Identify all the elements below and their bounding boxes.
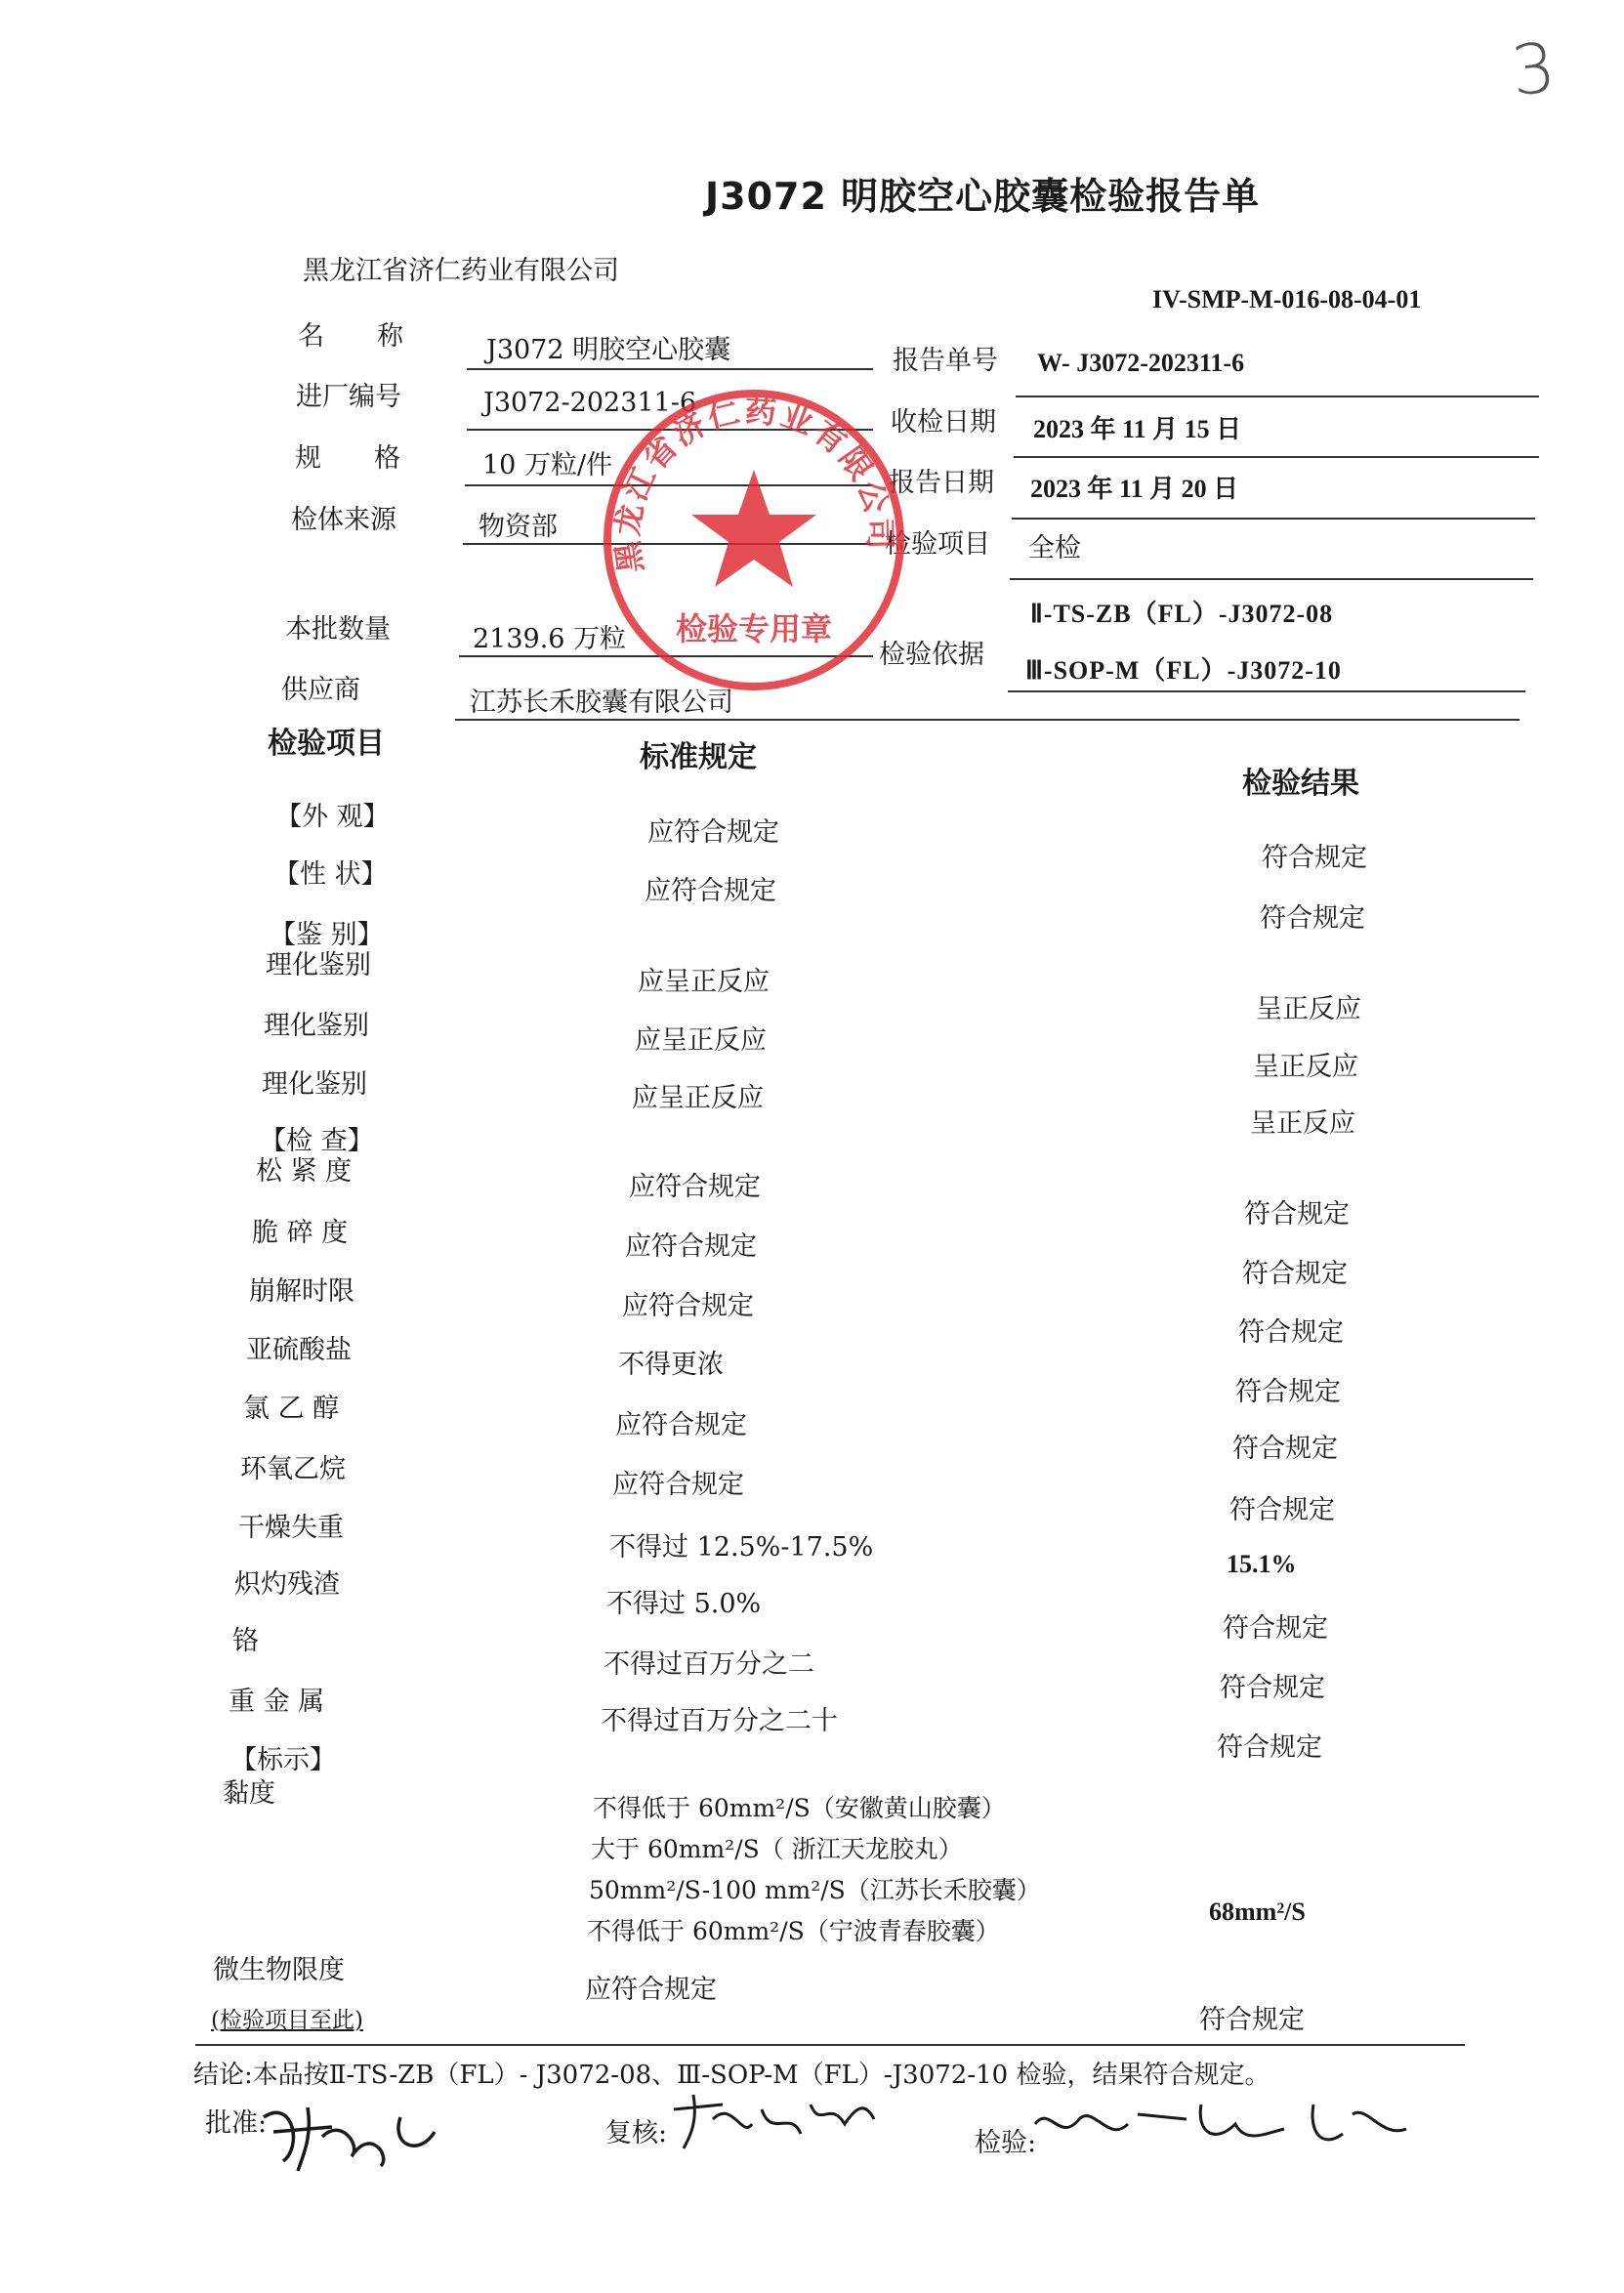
row-standard: 不得过百万分之二十 — [601, 1706, 838, 1736]
inspection-seal — [598, 384, 910, 696]
row-result: 符合规定 — [1260, 903, 1365, 934]
report-date-underline — [1012, 518, 1535, 520]
svg-text:检验专用章: 检验专用章 — [675, 610, 833, 647]
supplier-label: 供应商 — [281, 675, 360, 705]
inspect-signature — [1030, 2085, 1421, 2163]
viscosity-standard-line: 50mm²/S-100 mm²/S（江苏长禾胶囊） — [589, 1876, 1041, 1904]
page-number: 3 — [1507, 26, 1560, 112]
receive-value: 2023 年 11 月 15 日 — [1033, 415, 1242, 443]
basis-label: 检验依据 — [879, 640, 984, 670]
row-standard: 应呈正反应 — [635, 1025, 767, 1056]
row-standard: 应符合规定 — [615, 1410, 747, 1440]
report-no-underline — [1016, 396, 1539, 397]
spec-label: 规 格 — [295, 443, 400, 474]
row-standard: 应呈正反应 — [638, 967, 770, 997]
section-appearance: 【外 观】 — [275, 802, 390, 832]
item-value: 全检 — [1028, 533, 1081, 563]
row-item: 炽灼残渣 — [234, 1569, 340, 1600]
row-standard: 不得更浓 — [618, 1350, 724, 1380]
report-no-value: W- J3072-202311-6 — [1037, 349, 1245, 377]
item-label: 检验项目 — [885, 529, 990, 560]
row-standard: 应符合规定 — [622, 1291, 754, 1321]
row-result: 符合规定 — [1220, 1673, 1325, 1703]
row-item: 松 紧 度 — [256, 1156, 353, 1187]
row-result: 符合规定 — [1235, 1377, 1341, 1407]
row-item: 理化鉴别 — [266, 950, 371, 980]
company-name: 黑龙江省济仁药业有限公司 — [303, 256, 619, 286]
page-title: J3072 明胶空心胶囊检验报告单 — [705, 175, 1261, 218]
approve-label: 批准: — [205, 2108, 268, 2139]
section-label: 【标示】 — [230, 1745, 336, 1775]
row-standard: 应符合规定 — [629, 1172, 761, 1202]
row-result: 符合规定 — [1229, 1495, 1335, 1525]
column-header-standard: 标准规定 — [640, 740, 757, 774]
viscosity-standard-line: 不得低于 60mm²/S（宁波青春胶囊） — [587, 1917, 1000, 1945]
report-date-label: 报告日期 — [889, 468, 994, 498]
row-standard: 应符合规定 — [647, 817, 779, 848]
receive-label: 收检日期 — [891, 407, 996, 438]
row-standard: 不得过 12.5%-17.5% — [609, 1532, 874, 1563]
item-underline — [1010, 578, 1533, 580]
column-header-item: 检验项目 — [268, 727, 385, 761]
row-result: 呈正反应 — [1256, 994, 1361, 1024]
row-item: 重 金 属 — [229, 1687, 325, 1717]
source-label: 检体来源 — [291, 505, 396, 535]
row-result: 符合规定 — [1223, 1613, 1328, 1644]
viscosity-standard-line: 大于 60mm²/S（ 浙江天龙胶丸） — [591, 1835, 963, 1863]
row-item: 环氧乙烷 — [240, 1454, 346, 1484]
row-standard: 不得过 5.0% — [606, 1589, 762, 1619]
row-result: 符合规定 — [1244, 1199, 1350, 1230]
row-item: 亚硫酸盐 — [246, 1335, 352, 1365]
viscosity-standard-line: 不得低于 60mm²/S（安徽黄山胶囊） — [593, 1794, 1006, 1822]
row-item: 铬 — [232, 1626, 259, 1656]
row-item: 崩解时限 — [249, 1276, 354, 1307]
review-label: 复核: — [605, 2118, 668, 2148]
microbe-result: 符合规定 — [1199, 2005, 1305, 2035]
basis-value-2: Ⅲ-SOP-M（FL）-J3072-10 — [1025, 656, 1342, 685]
row-standard: 应符合规定 — [625, 1231, 757, 1262]
conclusion-rule — [195, 2044, 1465, 2046]
qty-label: 本批数量 — [285, 614, 391, 645]
basis-underline — [1008, 690, 1525, 692]
spec-value: 10 万粒/件 — [482, 450, 613, 480]
row-result: 符合规定 — [1262, 843, 1367, 873]
svg-text:黑龙江省济仁药业有限公司: 黑龙江省济仁药业有限公司 — [608, 392, 899, 575]
name-value: J3072 明胶空心胶囊 — [486, 335, 731, 365]
row-result: 呈正反应 — [1253, 1052, 1358, 1082]
row-result: 符合规定 — [1242, 1259, 1348, 1289]
row-standard: 应呈正反应 — [632, 1083, 764, 1113]
row-result: 符合规定 — [1238, 1317, 1344, 1348]
row-result: 呈正反应 — [1250, 1108, 1355, 1139]
entry-label: 进厂编号 — [296, 382, 401, 412]
conclusion-text: 结论:本品按Ⅱ-TS-ZB（FL）- J3072-08、Ⅲ-SOP-M（FL）-J3072-10 检验，结果符合规定。 — [193, 2061, 1270, 2090]
row-result: 符合规定 — [1217, 1732, 1322, 1763]
report-no-label: 报告单号 — [893, 346, 998, 376]
section-identify: 【鉴 别】 — [270, 920, 384, 950]
row-item: 理化鉴别 — [262, 1069, 367, 1100]
inspect-label: 检验: — [975, 2128, 1037, 2158]
section-character: 【性 状】 — [273, 859, 388, 890]
row-result: 15.1% — [1227, 1550, 1297, 1578]
qty-value: 2139.6 万粒 — [473, 624, 627, 654]
review-signature — [664, 2080, 889, 2158]
name-underline — [467, 368, 873, 370]
document-code: IV-SMP-M-016-08-04-01 — [1152, 285, 1422, 313]
row-standard: 应符合规定 — [645, 876, 776, 906]
column-header-result: 检验结果 — [1242, 767, 1359, 801]
report-date-value: 2023 年 11 月 20 日 — [1030, 475, 1239, 503]
row-item: 理化鉴别 — [264, 1011, 369, 1041]
microbe-item: 微生物限度 — [213, 1955, 345, 1985]
approve-signature — [254, 2088, 449, 2176]
supplier-value: 江苏长禾胶囊有限公司 — [470, 688, 733, 718]
row-standard: 应符合规定 — [612, 1470, 744, 1500]
row-item: 脆 碎 度 — [252, 1218, 349, 1248]
basis-value-1: Ⅱ-TS-ZB（FL）-J3072-08 — [1030, 600, 1334, 628]
end-note: (检验项目至此) — [211, 2008, 363, 2033]
source-value: 物资部 — [479, 512, 558, 542]
entry-value: J3072-202311-6 — [483, 388, 697, 418]
row-item: 氯 乙 醇 — [243, 1394, 340, 1424]
row-result: 符合规定 — [1232, 1434, 1338, 1464]
row-standard: 不得过百万分之二 — [604, 1649, 814, 1680]
receive-underline — [1014, 456, 1539, 458]
viscosity-item: 黏度 — [223, 1778, 275, 1809]
row-item: 干燥失重 — [238, 1513, 344, 1543]
microbe-standard: 应符合规定 — [585, 1975, 717, 2005]
viscosity-result: 68mm²/S — [1209, 1897, 1306, 1926]
supplier-underline — [455, 719, 1520, 721]
name-label: 名 称 — [298, 321, 403, 352]
section-check: 【检 查】 — [260, 1126, 374, 1156]
